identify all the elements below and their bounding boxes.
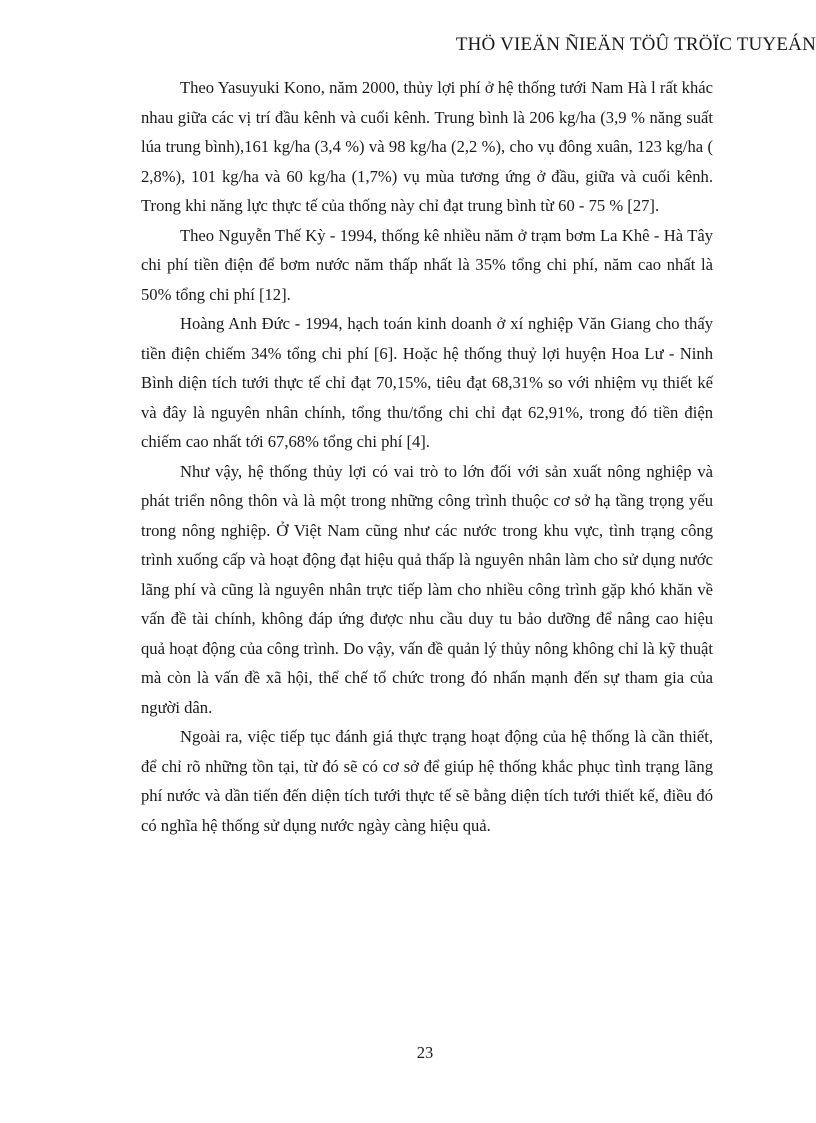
paragraph-2: Theo Nguyễn Thế Kỳ - 1994, thống kê nhiều năm ở trạm bơm La Khê - Hà Tây chi phí tiền điện để bơm nước năm thấp nhất là 35% tổng chi phí, năm cao nhất là 50% tổng chi phí [12]. bbox=[141, 225, 713, 304]
paragraph-1: Theo Yasuyuki Kono, năm 2000, thủy lợi phí ở hệ thống tưới Nam Hà l rất khác nhau giữa các vị trí đầu kênh và cuối kênh. Trung bình là 206 kg/ha (3,9 % năng suất lúa trung bình),161 kg/ha (3,4 %) và 98 kg/ha (2,2 %), cho vụ đông xuân, 123 kg/ha ( 2,8%), 101 kg/ha và 60 kg/ha (1,7%) vụ mùa tương ứng ở đầu, giữa và cuối kênh. Trong khi năng lực thực tế của thống này chỉ đạt trung bình từ 60 - 75 % [27]. bbox=[141, 78, 713, 215]
page-number: 23 bbox=[416, 1043, 434, 1062]
page-header: THÖ VIEÄN ÑIEÄN TÖÛ TRÖÏC TUYEÁN bbox=[455, 34, 816, 55]
paragraph-4: Như vậy, hệ thống thủy lợi có vai trò to lớn đối với sản xuất nông nghiệp và phát triển nông thôn và là một trong những công trình thuộc cơ sở hạ tầng trọng yếu trong nông nghiệp. Ở Việt Nam cũng như các nước trong khu vực, tình trạng công trình xuống cấp và hoạt động đạt hiệu quả thấp là nguyên nhân làm cho sử dụng nước lãng phí và cũng là nguyên nhân trực tiếp làm cho nhiều công trình gặp khó khăn về vấn đề tài chính, không đáp ứng được nhu cầu duy tu bảo dưỡng để nâng cao hiệu quả hoạt động của công trình. Do vậy, vấn đề quản lý thủy nông không chỉ là kỹ thuật mà còn là vấn đề xã hội, thể chế tổ chức trong đó nhấn mạnh đến sự tham gia của người dân. bbox=[141, 461, 713, 717]
paragraph-5: Ngoài ra, việc tiếp tục đánh giá thực trạng hoạt động của hệ thống là cần thiết, để chỉ rõ những tồn tại, từ đó sẽ có cơ sở để giúp hệ thống khắc phục tình trạng lãng phí nước và dần tiến đến diện tích tưới thực tế sẽ bằng diện tích tưới thiết kế, điều đó có nghĩa hệ thống sử dụng nước ngày càng hiệu quả. bbox=[141, 727, 713, 835]
document-body bbox=[141, 73, 713, 840]
paragraph-3: Hoàng Anh Đức - 1994, hạch toán kinh doanh ở xí nghiệp Văn Giang cho thấy tiền điện chiếm 34% tổng chi phí [6]. Hoặc hệ thống thuỷ lợi huyện Hoa Lư - Ninh Bình diện tích tưới thực tế chỉ đạt 70,15%, tiêu đạt 68,31% so với nhiệm vụ thiết kế và đây là nguyên nhân chính, tổng thu/tổng chi chỉ đạt 62,91%, trong đó tiền điện chiếm cao nhất tới 67,68% tổng chi phí [4]. bbox=[141, 314, 713, 451]
